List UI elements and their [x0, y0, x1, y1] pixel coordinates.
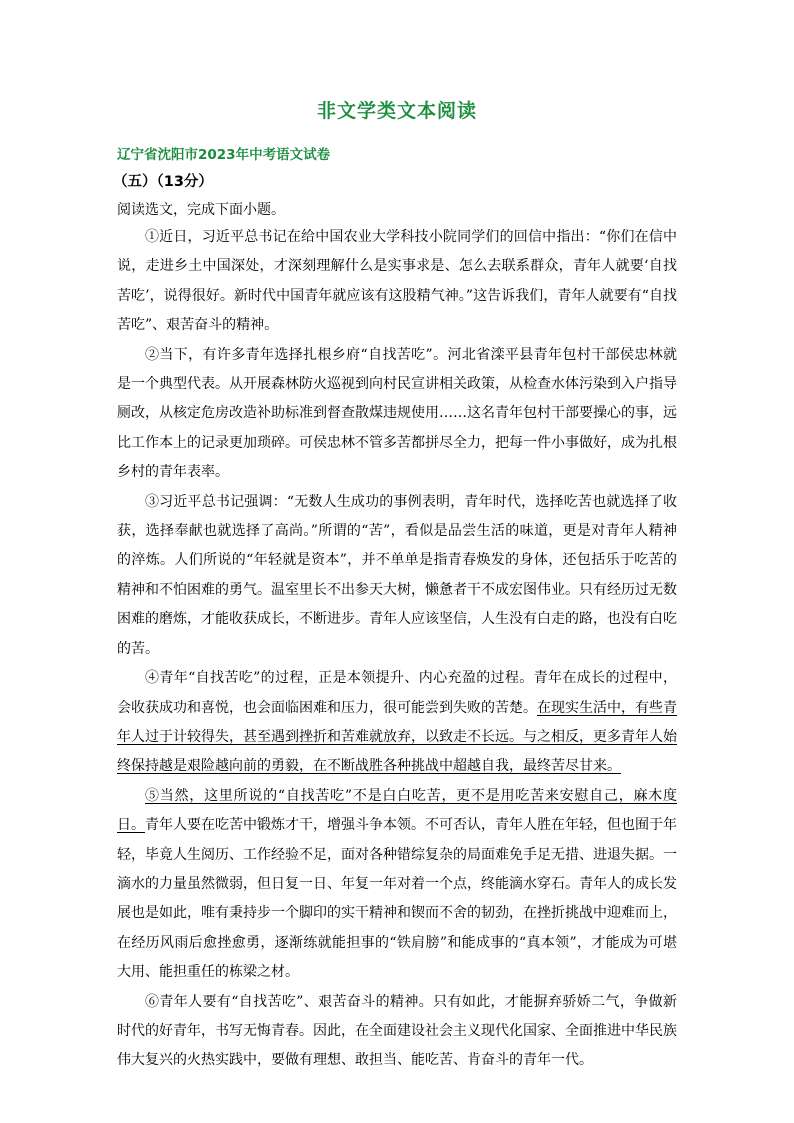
exam-source: 辽宁省沈阳市2023年中考语文试卷	[117, 147, 331, 163]
paragraph-2: ②当下，有许多青年选择扎根乡府“自找苦吃”。河北省滦平县青年包村干部侯忠林就是一个典型代表。从开展森林防火巡视到向村民宣讲相关政策，从检查水体污染到入户指导厕改，从核定危房改造补助标准到督查散煤违规使用……这名青年包村干部要操心的事，远比工作本上的记录更加琐碎。可侯忠林不管多苦都拼尽全力，把每一件小事做好，成为扎根乡村的青年表率。	[117, 346, 677, 481]
paragraph-1: ①近日，习近平总书记在给中国农业大学科技小院同学们的回信中指出：“你们在信中说，走进乡土中国深处，才深刻理解什么是实事求是、怎么去联系群众，青年人就要‘自找苦吃’，说得很好。新时代中国青年就应该有这股精气神。”这告诉我们，青年人就要有“自找苦吃”、艰苦奋斗的精神。	[117, 229, 677, 334]
paragraph-5	[117, 782, 677, 988]
paragraph-4	[117, 664, 677, 782]
paragraph-5-underlined: ⑤当然，这里所说的“自找苦吃”不是白白吃苦，更不是用吃苦来安慰自己，麻木度日。	[117, 787, 677, 834]
section-heading: （五）（13分）	[113, 174, 213, 190]
paragraph-3: ③习近平总书记强调：“无数人生成功的事例表明，青年时代，选择吃苦也就选择了收获，选择奉献也就选择了高尚。”所谓的“苦”，看似是品尝生活的味道，更是对青年人精神的淬炼。人们所说的“年轻就是资本”，并不单单是指青春焕发的身体，还包括乐于吃苦的精神和不怕困难的勇气。温室里长不出参天大树，懒惫者干不成宏图伟业。只有经历过无数困难的磨炼，才能收获成长，不断进步。青年人应该坚信，人生没有白走的路，也没有白吃的苦。	[117, 493, 677, 657]
paragraph-5-plain: 青年人要在吃苦中锻炼才干，增强斗争本领。不可否认，青年人胜在年轻，但也囿于年轻，毕竟人生阅历、工作经验不足，面对各种错综复杂的局面难免手足无措、进退失据。一滴水的力量虽然微弱，但日复一日、年复一年对着一个点，终能滴水穿石。青年人的成长发展也是如此，唯有秉持步一个脚印的实干精神和锲而不舍的韧劲，在挫折挑战中迎难而上，在经历风雨后愈挫愈勇，逐渐练就能担事的“铁肩膀”和能成事的“真本领”，才能成为可堪大用、能担重任的栋梁之材。	[117, 817, 677, 981]
page-title: 非文学类文本阅读	[316, 100, 477, 122]
paragraph-6: ⑥青年人要有“自找苦吃”、艰苦奋斗的精神。只有如此，才能摒弃骄娇二气，争做新时代的好青年，书写无悔青春。因此，在全面建设社会主义现代化国家、全面推进中华民族伟大复兴的火热实践中，要做有理想、敢担当、能吃苦、肯奋斗的青年一代。	[117, 993, 677, 1069]
article-body	[117, 223, 677, 1076]
paragraph-4-plain: ④青年“自找苦吃”的过程，正是本领提升、内心充盈的过程。青年在成长的过程中，会收获成功和喜悦，也会面临困难和压力，很可能尝到失败的苦楚。	[117, 670, 677, 716]
paragraph-4-underlined: 在现实生活中，有些青年人过于计较得失，甚至遇到挫折和苦难就放弃，以致走不长远。与之相反，更多青年人始终保持越是艰险越向前的勇毅，在不断战胜各种挑战中超越自我，最终苦尽甘来。	[117, 699, 677, 775]
instruction-text: 阅读选文，完成下面小题。	[117, 202, 285, 218]
